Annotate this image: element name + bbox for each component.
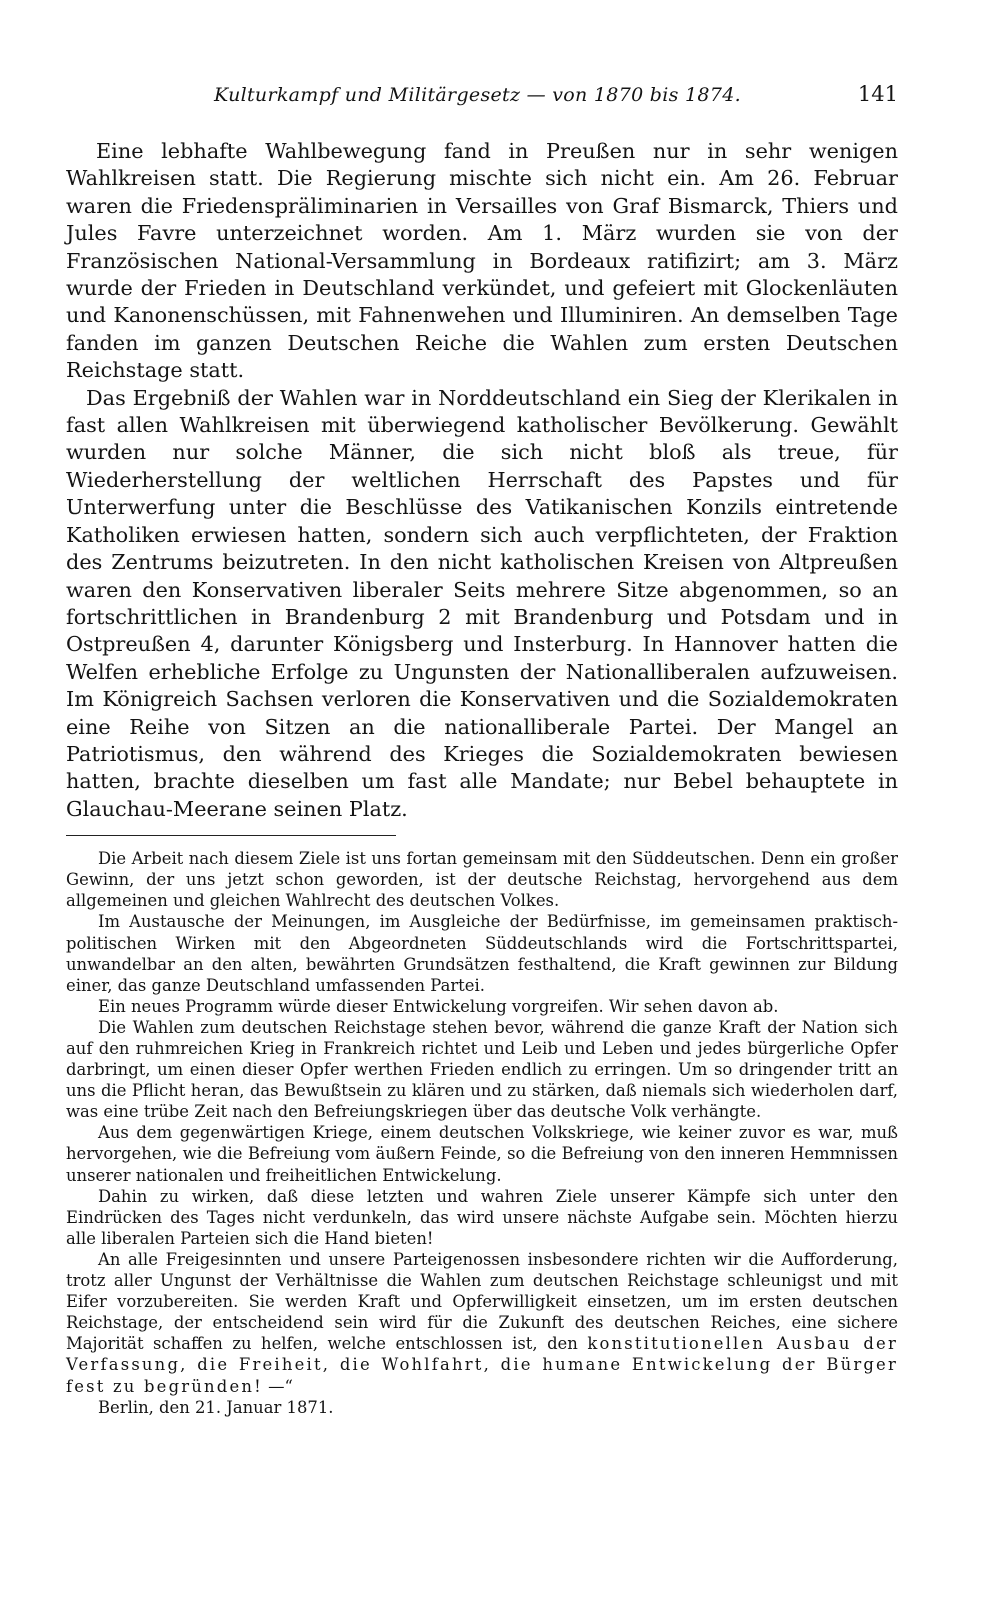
footnote-block	[66, 848, 898, 1418]
running-title: Kulturkampf und Militärgesetz — von 1870 bis 1874.	[214, 84, 741, 106]
page-header	[66, 84, 898, 124]
body-paragraph: Das Ergebniß der Wahlen war in Norddeutschland ein Sieg der Klerikalen in fast allen Wahlkreisen mit überwiegend katholischer Bevölkerung. Gewählt wurden nur solche Männer, die sich nicht bloß als treue, für Wiederherstellung der weltlichen Herrschaft des Papstes und für Unterwerfung unter die Beschlüsse des Vatikanischen Konzils eintretende Katholiken erwiesen hatten, sondern sich auch verpflichteten, der Fraktion des Zentrums beizutreten. In den nicht katholischen Kreisen von Altpreußen waren den Konservativen liberaler Seits mehrere Sitze abgenommen, so an fortschrittlichen in Brandenburg 2 mit Brandenburg und Potsdam und in Ostpreußen 4, darunter Königsberg und Insterburg. In Hannover hatten die Welfen erhebliche Erfolge zu Ungunsten der Nationalliberalen aufzuweisen. Im Königreich Sachsen verloren die Konservativen und die Sozialdemokraten eine Reihe von Sitzen an die nationalliberale Partei. Der Mangel an Patriotismus, den während des Krieges die Sozialdemokraten bewiesen hatten, brachte dieselben um fast alle Mandate; nur Bebel behauptete in Glauchau-Meerane seinen Platz.	[66, 385, 898, 821]
footnote-paragraph: Im Austausche der Meinungen, im Ausgleiche der Bedürfnisse, im gemeinsamen praktisch-politischen Wirken mit den Abgeordneten Süddeutschlands wird die Fortschrittspartei, unwandelbar an den alten, bewährten Grundsätzen festhaltend, die Kraft gewinnen zur Bildung einer, das ganze Deutschland umfassenden Partei.	[66, 912, 898, 995]
footnote-paragraph: Ein neues Programm würde dieser Entwickelung vorgreifen. Wir sehen davon ab.	[98, 996, 779, 1016]
main-text	[66, 138, 898, 823]
footnote-paragraph-final	[66, 1249, 898, 1397]
spaced-emphasis: konstitutionellen Ausbau der Verfassung, die Freiheit, die Wohlfahrt, die humane Entwickelung der Bürger fest zu begründen!	[66, 1334, 898, 1396]
signature-line: Berlin, den 21. Januar 1871.	[98, 1397, 334, 1417]
footnote-paragraph: Aus dem gegenwärtigen Kriege, einem deutschen Volkskriege, wie keiner zuvor es war, muß hervorgehen, wie die Befreiung vom äußern Feinde, so die Befreiung von den inneren Hemmnissen unserer nationalen und freiheitlichen Entwickelung.	[66, 1123, 898, 1185]
body-paragraph: Eine lebhafte Wahlbewegung fand in Preußen nur in sehr wenigen Wahlkreisen statt. Die Regierung mischte sich nicht ein. Am 26. Februar waren die Friedenspräliminarien in Versailles von Graf Bismarck, Thiers und Jules Favre unterzeichnet worden. Am 1. März wurden sie von der Französischen National-Versammlung in Bordeaux ratifizirt; am 3. März wurde der Frieden in Deutschland verkündet, und gefeiert mit Glockenläuten und Kanonenschüssen, mit Fahnenwehen und Illuminiren. An demselben Tage fanden im ganzen Deutschen Reiche die Wahlen zum ersten Deutschen Reichstage statt.	[66, 139, 898, 383]
footnote-text-end: —“	[262, 1376, 293, 1396]
footnote-paragraph: Die Wahlen zum deutschen Reichstage stehen bevor, während die ganze Kraft der Nation sich auf den ruhmreichen Krieg in Frankreich richtet und Leib und Leben und jedes bürgerliche Opfer darbringt, um einen dieser Opfer werthen Frieden endlich zu erringen. Um so dringender tritt an uns die Pflicht heran, das Bewußtsein zu klären und zu stärken, daß niemals sich wiederholen darf, was eine trübe Zeit nach den Befreiungskriegen über das deutsche Volk verhängte.	[66, 1017, 898, 1122]
footnote-paragraph: Dahin zu wirken, daß diese letzten und wahren Ziele unserer Kämpfe sich unter den Eindrücken des Tages nicht verdunkeln, das wird unsere nächste Aufgabe sein. Möchten hierzu alle liberalen Parteien sich die Hand bieten!	[66, 1186, 898, 1248]
footnote-separator	[66, 835, 396, 836]
footnote-paragraph: Die Arbeit nach diesem Ziele ist uns fortan gemeinsam mit den Süddeutschen. Denn ein großer Gewinn, der uns jetzt schon geworden, ist der deutsche Reichstag, hervorgehend aus dem allgemeinen und gleichen Wahlrecht des deutschen Volkes.	[66, 849, 898, 911]
page-number: 141	[857, 82, 898, 106]
document-page	[66, 84, 898, 1418]
footnote-text: An alle Freigesinnten und unsere Parteigenossen insbesondere richten wir die Aufforderung, trotz aller Ungunst der Verhältnisse die Wahlen zum deutschen Reichstage schleunigst und mit Eifer vorzubereiten. Sie werden Kraft und Opferwilligkeit einsetzen, um im ersten deutschen Reichstage, der entscheidend sein wird für die Zukunft des deutschen Reiches, eine sichere Majorität schaffen zu helfen, welche entschlossen ist, den	[66, 1249, 898, 1354]
